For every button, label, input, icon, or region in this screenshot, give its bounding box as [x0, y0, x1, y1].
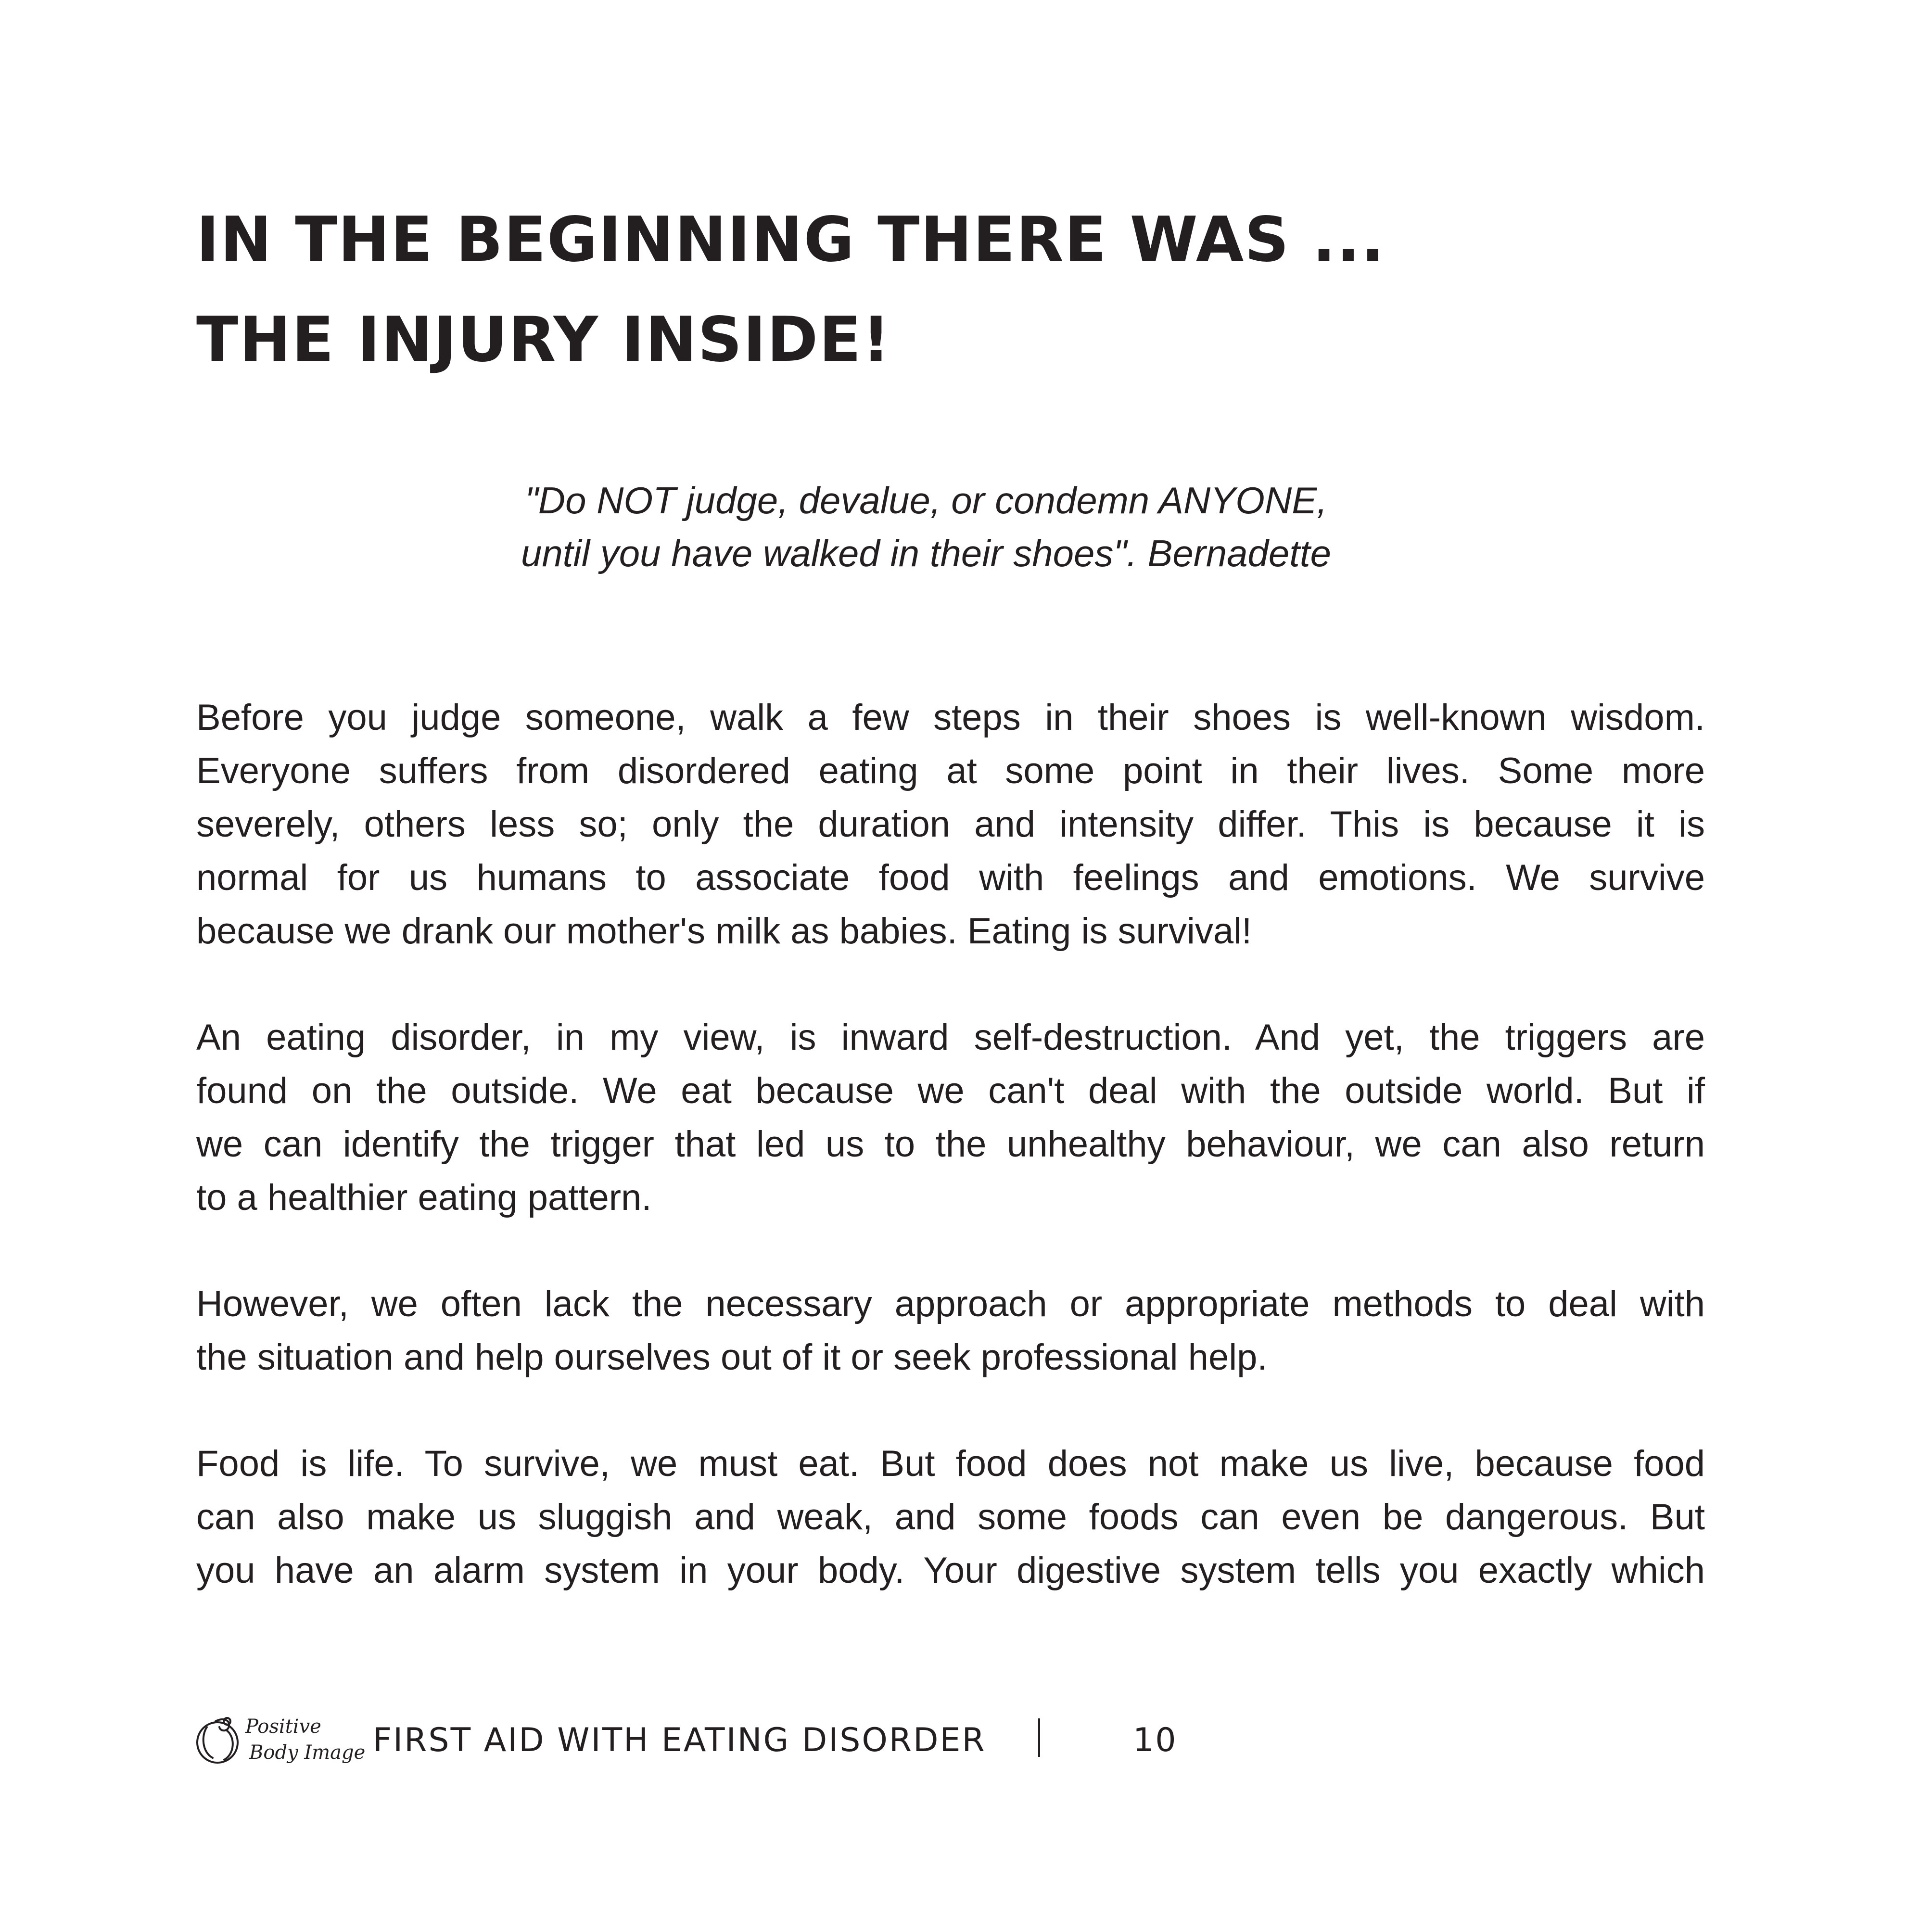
- paragraph-line: Everyone suffers from disordered eating at some point in their lives. Some more: [196, 750, 1705, 791]
- paragraph-line: However, we often lack the necessary approach or appropriate methods to deal with: [196, 1284, 1705, 1324]
- footer-separator: [1038, 1718, 1040, 1757]
- paragraph-line: severely, others less so; only the duration and intensity differ. This is because it is: [196, 804, 1705, 845]
- paragraph-line: the situation and help ourselves out of it or seek professional help.: [196, 1337, 1268, 1378]
- paragraph-line: Before you judge someone, walk a few steps in their shoes is well-known wisdom.: [196, 697, 1705, 738]
- paragraph-line: you have an alarm system in your body. Your digestive system tells you exactly which: [196, 1550, 1705, 1591]
- positive-body-image-logo: [192, 1708, 366, 1770]
- paragraph-line: because we drank our mother's milk as babies. Eating is survival!: [196, 911, 1252, 952]
- body-text: [196, 691, 1705, 1650]
- paragraph-3: [196, 1277, 1705, 1384]
- logo-text-line-2: Body Image: [249, 1741, 366, 1764]
- paragraph-2: [196, 1011, 1705, 1224]
- title-line-2: THE INJURY INSIDE!: [196, 304, 891, 376]
- page-footer: [192, 1703, 1251, 1775]
- title-line-1: IN THE BEGINNING THERE WAS ...: [196, 204, 1385, 276]
- paragraph-line: can also make us sluggish and weak, and some foods can even be dangerous. But: [196, 1497, 1705, 1538]
- page-number: 10: [1133, 1721, 1178, 1759]
- paragraph-4: [196, 1437, 1705, 1597]
- paragraph-line: found on the outside. We eat because we can't deal with the outside world. But if: [196, 1070, 1705, 1111]
- quote-line-1: "Do NOT judge, devalue, or condemn ANYONE,: [525, 479, 1327, 521]
- epigraph-quote: [433, 474, 1419, 580]
- paragraph-line: to a healthier eating pattern.: [196, 1177, 652, 1218]
- page-title: [196, 190, 1736, 390]
- paragraph-line: we can identify the trigger that led us to the unhealthy behaviour, we can also return: [196, 1124, 1705, 1165]
- logo-text-line-1: Positive: [245, 1716, 321, 1738]
- paragraph-line: An eating disorder, in my view, is inward self-destruction. And yet, the triggers are: [196, 1017, 1705, 1058]
- footer-book-title: FIRST AID WITH EATING DISORDER: [373, 1721, 986, 1759]
- paragraph-line: Food is life. To survive, we must eat. But food does not make us live, because food: [196, 1443, 1705, 1484]
- paragraph-line: normal for us humans to associate food with feelings and emotions. We survive: [196, 857, 1705, 898]
- paragraph-1: [196, 691, 1705, 958]
- quote-line-2: until you have walked in their shoes". Bernadette: [521, 532, 1332, 574]
